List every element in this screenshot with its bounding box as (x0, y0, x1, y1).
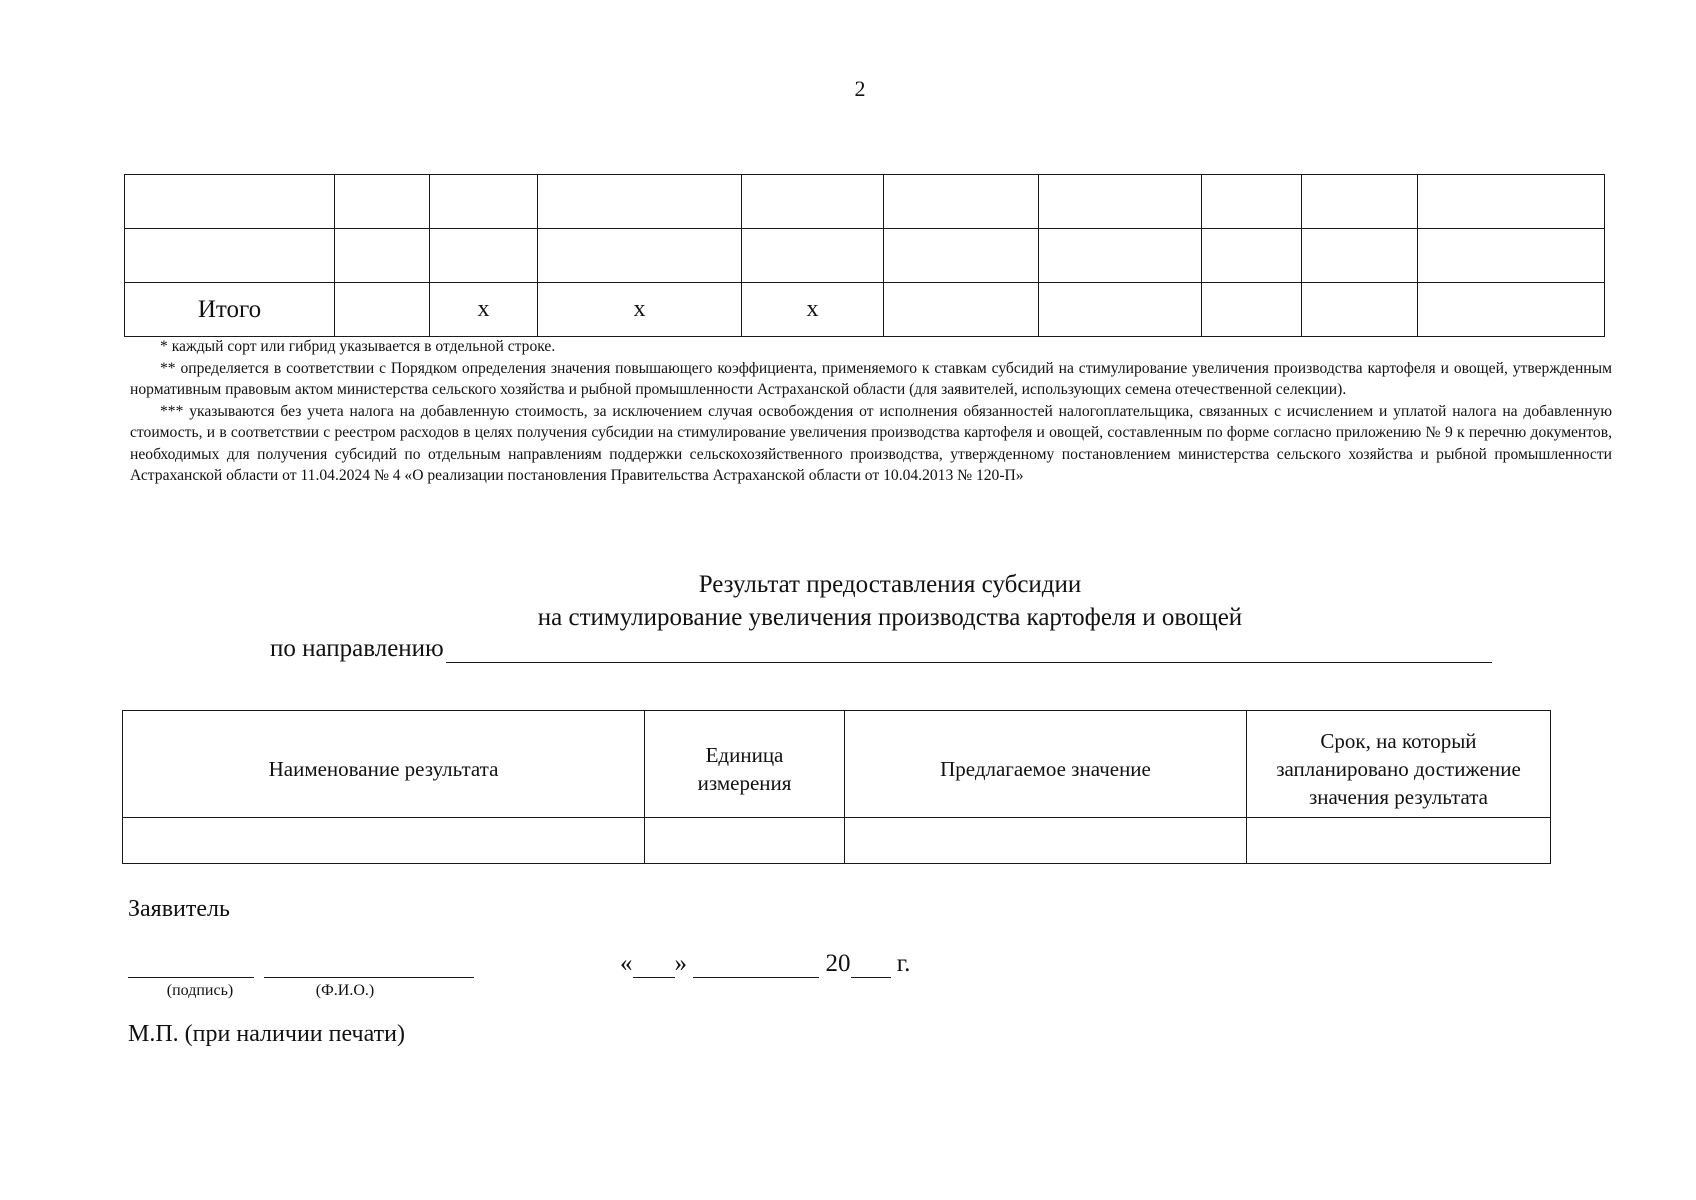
table-cell (335, 283, 430, 337)
table-cell (1202, 229, 1302, 283)
applicant-label: Заявитель (128, 896, 230, 922)
subsidy-calculation-table (124, 174, 1605, 337)
table-row (123, 818, 1551, 864)
table-cell (1202, 175, 1302, 229)
table-cell (1247, 818, 1551, 864)
direction-field (270, 634, 1492, 663)
table-cell (845, 818, 1247, 864)
table-cell (1039, 229, 1202, 283)
table-cell: x (742, 283, 884, 337)
table-cell (1302, 283, 1418, 337)
table-row (125, 229, 1605, 283)
table-cell (335, 175, 430, 229)
table-cell: x (538, 283, 742, 337)
date-open-quote: « (620, 950, 633, 977)
table-cell (884, 175, 1039, 229)
table-cell (430, 229, 538, 283)
table-cell (742, 175, 884, 229)
footnotes (130, 336, 1612, 487)
section-title: Результат предоставления субсидии (698, 571, 1082, 598)
year-blank (851, 955, 891, 978)
column-header: Предлагаемое значение (845, 711, 1247, 818)
year-prefix: 20 (825, 950, 851, 977)
footnote-3: *** указываются без учета налога на добавленную стоимость, за исключением случая освобождения от исполнения обязанностей налогоплательщика, связанных с исчислением и уплатой налога на добавленную стоимость, и в соответствии с реестром расходов в целях получения субсидии на стимулирование увеличения производства картофеля и овощей, составленным по форме согласно приложению № 9 к перечню документов, необходимых для получения субсидий по отдельным направлениям поддержки сельскохозяйственного производства, утвержденному постановлением министерства сельского хозяйства и рыбной промышленности Астраханской области от 11.04.2024 № 4 «О реализации постановления Правительства Астраханской области от 10.04.2013 № 120-П» (130, 402, 1612, 484)
table-cell (1202, 283, 1302, 337)
table-cell (884, 283, 1039, 337)
table-cell (884, 229, 1039, 283)
table-cell (1418, 283, 1605, 337)
year-suffix: г. (896, 950, 911, 977)
total-label: Итого (125, 283, 335, 337)
table-cell (430, 175, 538, 229)
table-header-row (123, 711, 1551, 818)
table-cell: x (430, 283, 538, 337)
column-header: Единица измерения (645, 711, 845, 818)
signature-caption: (подпись) (166, 982, 234, 999)
name-line (264, 976, 474, 978)
table-cell (1418, 229, 1605, 283)
table-cell (1302, 229, 1418, 283)
column-header: Наименование результата (123, 711, 645, 818)
result-table (122, 710, 1551, 864)
table-cell (1039, 175, 1202, 229)
day-blank (633, 955, 675, 978)
table-cell (538, 175, 742, 229)
table-cell (538, 229, 742, 283)
footnote-2: ** определяется в соответствии с Порядком определения значения повышающего коэффициента, применяемого к ставкам субсидий на стимулирование увеличения производства картофеля и овощей, утвержденным нормативным правовым актом министерства сельского хозяйства и рыбной промышленности Астраханской области (для заявителей, использующих семена отечественной селекции). (130, 359, 1612, 398)
table-row (125, 175, 1605, 229)
direction-label: по направлению (270, 635, 444, 662)
date-field (620, 950, 910, 978)
name-caption: (Ф.И.О.) (315, 982, 375, 999)
month-blank (693, 955, 819, 978)
total-row (125, 283, 1605, 337)
seal-label: М.П. (при наличии печати) (128, 1021, 405, 1047)
table-cell (1039, 283, 1202, 337)
table-cell (125, 229, 335, 283)
date-close-quote: » (674, 950, 687, 977)
table-cell (742, 229, 884, 283)
footnote-1: * каждый сорт или гибрид указывается в отдельной строке. (160, 338, 556, 355)
section-subtitle: на стимулирование увеличения производства картофеля и овощей (537, 604, 1243, 631)
column-header: Срок, на который запланировано достижение значения результата (1247, 711, 1551, 818)
direction-blank-line (446, 634, 1492, 663)
table-cell (1302, 175, 1418, 229)
page-number: 2 (854, 76, 866, 101)
table-cell (123, 818, 645, 864)
table-cell (335, 229, 430, 283)
signature-line (128, 976, 254, 978)
table-cell (1418, 175, 1605, 229)
table-cell (125, 175, 335, 229)
table-cell (645, 818, 845, 864)
